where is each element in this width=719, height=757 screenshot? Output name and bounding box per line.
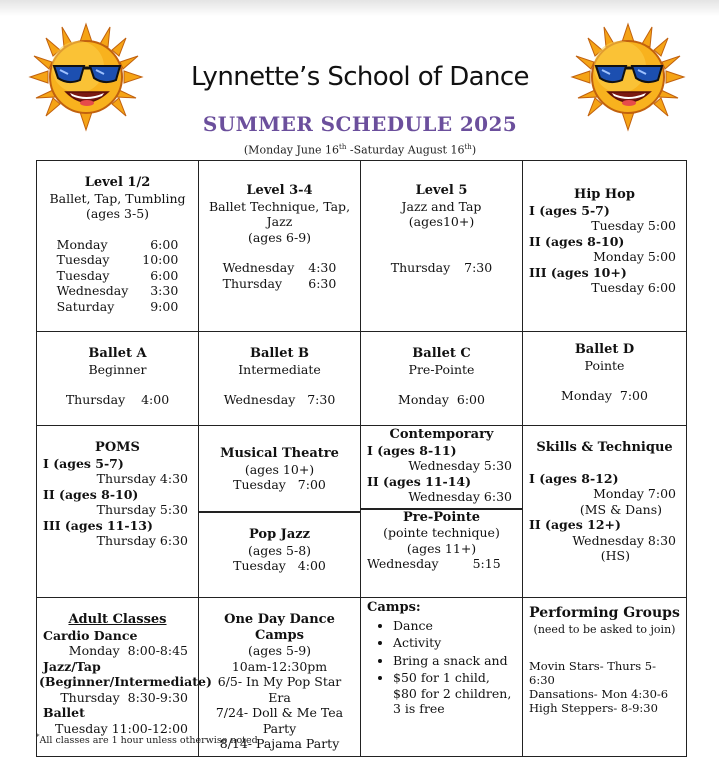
- skills-group-note: (HS): [600, 548, 630, 563]
- hip-hop-group-time: Tuesday 6:00: [591, 280, 676, 295]
- ballet-c-title: Ballet C: [412, 346, 471, 361]
- hip-hop-group-label: III (ages 10+): [529, 264, 627, 280]
- level-34-styles: Ballet Technique, Tap, Jazz: [208, 198, 351, 229]
- pre-pointe-desc: (pointe technique): [383, 525, 500, 540]
- level-5-styles: Jazz and Tap: [401, 198, 482, 214]
- jazz-tap-time: Thursday 8:30-9:30: [60, 689, 188, 705]
- ballet-d-title: Ballet D: [574, 342, 635, 357]
- ballet-b-level: Intermediate: [238, 361, 321, 377]
- skills-group-time: Monday 7:00: [593, 486, 676, 501]
- poms-group-time: Thursday 6:30: [96, 533, 188, 548]
- pop-jazz-ages: (ages 5-8): [247, 542, 312, 558]
- schedule-table: [36, 160, 687, 757]
- hip-hop-title: Hip Hop: [574, 187, 635, 202]
- ballet-b-cell: [199, 332, 361, 426]
- pop-jazz-title: Pop Jazz: [248, 527, 311, 542]
- top-shadow-bar: [0, 0, 719, 16]
- poms-group-time: Thursday 5:30: [96, 502, 188, 517]
- ballet-d-time: Monday 7:00: [561, 388, 648, 403]
- ballet-c-cell: [361, 332, 523, 426]
- hip-hop-cell: [523, 161, 687, 332]
- skills-group-label: II (ages 12+): [529, 517, 621, 532]
- level-12-ages: (ages 3-5): [85, 206, 150, 221]
- list-item: • Activity: [393, 635, 516, 651]
- contemporary-title: Contemporary: [389, 427, 494, 442]
- camps-title: Camps:: [367, 600, 421, 615]
- school-name: Lynnette’s School of Dance: [191, 62, 529, 92]
- level-34-title: Level 3-4: [246, 183, 313, 198]
- musical-theatre-section: [199, 426, 360, 513]
- performing-group: Dansations- Mon 4:30-6: [529, 687, 669, 701]
- level-5-title: Level 5: [415, 183, 468, 198]
- performing-group: Movin Stars- Thurs 5-6:30: [529, 659, 656, 687]
- ballet-b-title: Ballet B: [249, 346, 310, 361]
- performing-groups-cell: [523, 598, 687, 757]
- ballet-a-cell: [37, 332, 199, 426]
- time-row: Wednesday 4:30: [222, 260, 337, 275]
- time-row: Thursday 6:30: [222, 275, 337, 291]
- cardio-label: Cardio Dance: [43, 627, 138, 643]
- ballet-a-level: Beginner: [88, 361, 147, 377]
- camp-event: 7/24- Doll & Me Tea Party: [215, 705, 344, 736]
- jazz-tap-level: (Beginner/Intermediate): [39, 674, 212, 689]
- date-range: (Monday June 16th -Saturday August 16th): [243, 143, 477, 157]
- pre-pointe-title: Pre-Pointe: [402, 509, 481, 525]
- level-12-styles: Ballet, Tap, Tumbling: [49, 190, 186, 206]
- level-34-times: [223, 260, 337, 291]
- musical-theatre-time: Tuesday 7:00: [233, 477, 326, 492]
- level-34-cell: [199, 161, 361, 332]
- one-day-camps-title: One Day Dance Camps: [224, 612, 335, 643]
- list-item: • $50 for 1 child, $80 for 2 children, 3 is free: [393, 670, 516, 717]
- pre-pointe-time: Wednesday 5:15: [367, 556, 501, 571]
- camp-event: 8/14- Pajama Party: [219, 736, 340, 751]
- ballet-d-cell: [523, 332, 687, 426]
- performing-group: High Steppers- 8-9:30: [529, 701, 658, 715]
- hip-hop-group-time: Monday 5:00: [593, 249, 676, 264]
- camps-cell: [361, 598, 523, 757]
- hip-hop-group-time: Tuesday 5:00: [591, 218, 676, 233]
- poms-group-label: III (ages 11-13): [43, 517, 153, 533]
- one-day-camps-time: 10am-12:30pm: [231, 658, 328, 674]
- time-row: Monday 6:00: [56, 236, 179, 252]
- performing-groups-title: Performing Groups: [529, 605, 680, 621]
- ballet-d-level: Pointe: [584, 357, 625, 373]
- time-row: Saturday 9:00: [56, 298, 179, 314]
- time-row: Thursday 7:30: [390, 259, 493, 275]
- list-item: • Bring a snack and: [393, 653, 516, 669]
- skills-group-time: Wednesday 8:30: [572, 532, 676, 548]
- level-5-cell: [361, 161, 523, 332]
- ballet-a-time: Thursday 4:00: [65, 392, 170, 407]
- sun-sunglasses-left-icon: [28, 22, 144, 132]
- schedule-subtitle: SUMMER SCHEDULE 2025: [202, 112, 518, 136]
- one-day-camps-ages: (ages 5-9): [247, 643, 312, 658]
- poms-title: POMS: [95, 440, 140, 455]
- jazz-tap-label: Jazz/Tap: [43, 658, 101, 674]
- skills-title: Skills & Technique: [536, 440, 673, 455]
- musical-theatre-ages: (ages 10+): [244, 461, 315, 477]
- level-5-ages: (ages10+): [408, 214, 475, 229]
- adult-ballet-time: Tuesday 11:00-12:00: [55, 720, 188, 736]
- footnote: *All classes are 1 hour unless otherwise noted: [36, 733, 258, 747]
- skills-group-note: (MS & Dans): [579, 501, 662, 517]
- ballet-c-level: Pre-Pointe: [408, 361, 475, 377]
- level-5-times: [391, 260, 492, 276]
- musical-theatre-title: Musical Theatre: [220, 446, 339, 461]
- pop-jazz-time: Tuesday 4:00: [233, 558, 326, 573]
- ballet-b-time: Wednesday 7:30: [223, 392, 336, 407]
- contemporary-group-label: II (ages 11-14): [367, 473, 472, 489]
- contemporary-cell: [361, 426, 523, 598]
- pre-pointe-ages: (ages 11+): [406, 540, 477, 556]
- level-12-times: [57, 237, 179, 315]
- poms-group-label: I (ages 5-7): [43, 455, 124, 471]
- camp-event: 6/5- In My Pop Star Era: [217, 674, 342, 705]
- hip-hop-group-label: I (ages 5-7): [529, 202, 610, 218]
- hip-hop-group-label: II (ages 8-10): [529, 233, 625, 249]
- adult-classes-title: Adult Classes: [68, 612, 167, 627]
- contemporary-group-label: I (ages 8-11): [367, 442, 457, 458]
- poms-cell: [37, 426, 199, 598]
- list-item: • Dance: [393, 618, 516, 634]
- poms-group-time: Thursday 4:30: [96, 471, 188, 486]
- contemporary-group-time: Wednesday 5:30: [408, 458, 512, 473]
- skills-cell: [523, 426, 687, 598]
- pop-jazz-section: [199, 513, 360, 578]
- time-row: Tuesday 10:00: [56, 252, 179, 267]
- level-12-cell: [37, 161, 199, 332]
- level-12-title: Level 1/2: [84, 175, 151, 190]
- level-34-ages: (ages 6-9): [247, 229, 312, 245]
- camps-list: [367, 618, 516, 717]
- contemporary-group-time: Wednesday 6:30: [408, 489, 512, 504]
- sun-sunglasses-right-icon: [570, 22, 686, 132]
- poms-group-label: II (ages 8-10): [43, 486, 139, 502]
- cardio-time: Monday 8:00-8:45: [68, 643, 188, 658]
- ballet-a-title: Ballet A: [88, 346, 147, 361]
- skills-group-label: I (ages 8-12): [529, 470, 619, 486]
- musical-popjazz-cell: [199, 426, 361, 598]
- time-row: Tuesday 6:00: [56, 267, 179, 283]
- ballet-c-time: Monday 6:00: [398, 392, 485, 407]
- time-row: Wednesday 3:30: [56, 283, 179, 298]
- performing-groups-note: (need to be asked to join): [533, 622, 676, 636]
- adult-ballet-label: Ballet: [43, 705, 85, 720]
